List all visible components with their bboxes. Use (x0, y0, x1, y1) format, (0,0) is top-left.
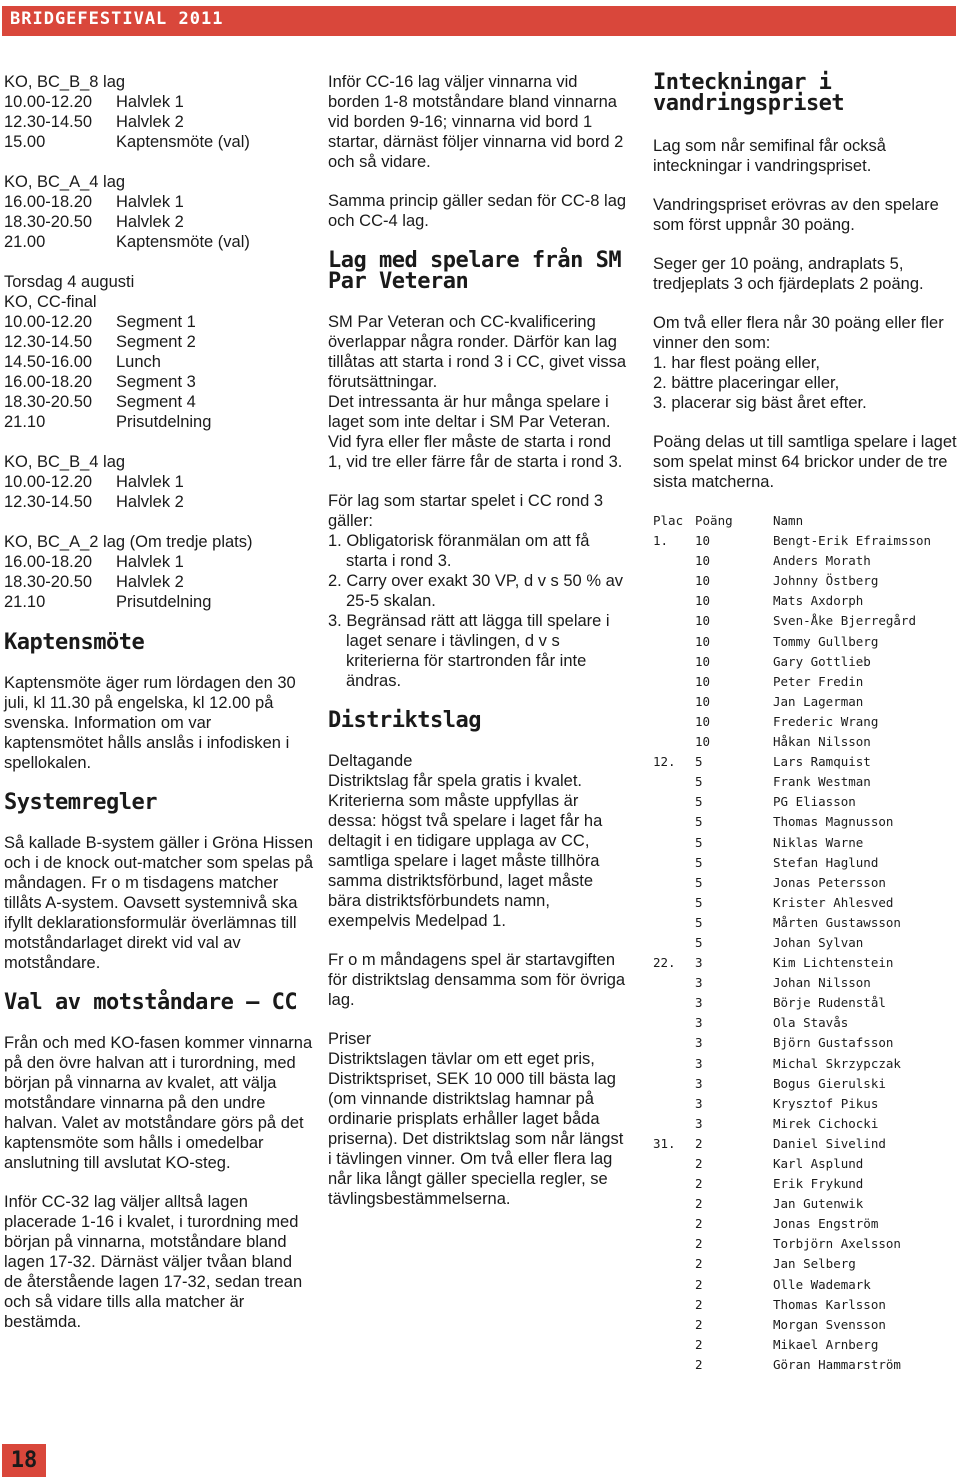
cell-poang: 5 (695, 934, 703, 950)
table-row (653, 1234, 958, 1254)
table-row (653, 1033, 958, 1053)
cell-poang: 2 (695, 1216, 703, 1232)
cell-poang: 3 (695, 1095, 703, 1111)
table-row (653, 1074, 958, 1094)
schedule-time: 12.30-14.50 (4, 333, 93, 351)
table-row (653, 833, 958, 853)
cell-namn: Johan Sylvan (773, 934, 864, 950)
schedule-row (4, 312, 314, 332)
table-row (653, 1194, 958, 1214)
cell-namn: Johnny Östberg (773, 573, 879, 589)
schedule-event: Halvlek 1 (116, 553, 184, 571)
cc-rond3-list (328, 531, 628, 691)
schedule-row (4, 232, 314, 252)
cell-namn: Niklas Warne (773, 834, 864, 850)
table-header (653, 511, 958, 531)
schedule-row (4, 112, 314, 132)
cell-namn: Frank Westman (773, 774, 871, 790)
table-row (653, 632, 958, 652)
table-row (653, 652, 958, 672)
cell-namn: Erik Frykund (773, 1176, 864, 1192)
cell-plac (653, 1254, 695, 1274)
cell-plac (653, 1355, 695, 1375)
schedule-event: Segment 2 (116, 333, 196, 351)
cell-namn: Göran Hammarström (773, 1356, 901, 1372)
cell-plac (653, 1013, 695, 1033)
sm-text-1: SM Par Veteran och CC-kvalificering överlappar några ronder. Därför kan lag tillåtas att starta i rond 3 i CC, givet vissa förutsättningar. (328, 313, 627, 391)
cell-poang: 5 (695, 894, 703, 910)
cc-rond3-intro: För lag som startar spelet i CC rond 3 gäller: (328, 492, 604, 530)
cell-plac (653, 591, 695, 611)
list-item: 1. Obligatorisk föranmälan om att få starta i rond 3. (328, 532, 590, 570)
cell-plac (653, 652, 695, 672)
priser-text: Distriktslagen tävlar om ett eget pris, Distriktspriset, SEK 10 000 till bästa lag (om vinnande distriktslag hamnar på ordinarie prisplats erhåller laget båda priserna). Det distriktslag som når längst i tävlingen vinner. Om två eller flera lag når lika långt gäller speciella regler, se tävlingsbestämmelserna. (328, 1050, 624, 1208)
cell-poang: 3 (695, 955, 703, 971)
schedule-event: Halvlek 1 (116, 93, 184, 111)
schedule-row (4, 552, 314, 572)
table-row (653, 1214, 958, 1234)
schedule-row (4, 212, 314, 232)
table-row (653, 913, 958, 933)
cell-poang: 5 (695, 794, 703, 810)
schedule-time: 21.10 (4, 413, 46, 431)
cell-namn: Gary Gottlieb (773, 653, 871, 669)
table-row (653, 993, 958, 1013)
table-row (653, 591, 958, 611)
table-row (653, 1254, 958, 1274)
schedule-event: Halvlek 2 (116, 113, 184, 131)
cell-namn: Torbjörn Axelsson (773, 1236, 901, 1252)
cell-namn: Jan Gutenwik (773, 1196, 864, 1212)
cell-plac (653, 1275, 695, 1295)
table-row (653, 571, 958, 591)
column-middle (328, 72, 628, 1228)
cell-plac: 22. (653, 955, 676, 971)
cell-plac (653, 933, 695, 953)
cc16-text: Inför CC-16 lag väljer vinnarna vid borden 1-8 motståndare bland vinnarna vid borden 9-16; vinnarna vid bord 1 startar, därnäst följer vinnarna vid bord 2 och så vidare. (328, 73, 624, 171)
schedule-row (4, 572, 314, 592)
schedule-time: 16.00-18.20 (4, 373, 93, 391)
cell-namn: Bengt-Erik Efraimsson (773, 533, 932, 549)
table-row (653, 611, 958, 631)
table-row (653, 551, 958, 571)
schedule-row (4, 592, 314, 612)
table-row (653, 752, 958, 772)
schedule-block (4, 72, 314, 152)
schedule-row (4, 392, 314, 412)
cell-plac: 31. (653, 1135, 676, 1151)
schedule-row (4, 332, 314, 352)
schedule-title: Torsdag 4 augusti (4, 273, 135, 291)
schedule-time: 12.30-14.50 (4, 113, 93, 131)
cell-namn: Jonas Petersson (773, 874, 886, 890)
cell-poang: 2 (695, 1196, 703, 1212)
schedule-row (4, 192, 314, 212)
table-row (653, 1275, 958, 1295)
cell-plac (653, 732, 695, 752)
cell-poang: 5 (695, 874, 703, 890)
cell-plac (653, 873, 695, 893)
val-heading: Val av motståndare – CC (4, 990, 298, 1015)
cell-namn: Mats Axdorph (773, 593, 864, 609)
cell-plac (653, 1074, 695, 1094)
schedule-time: 12.30-14.50 (4, 493, 93, 511)
schedule-time: 15.00 (4, 133, 46, 151)
table-row (653, 531, 958, 551)
schedule-event: Kaptensmöte (val) (116, 133, 250, 151)
cell-plac (653, 1114, 695, 1134)
schedule-row (4, 412, 314, 432)
cell-poang: 10 (695, 633, 711, 649)
vandringspris-text-1: Lag som når semifinal får också inteckningar i vandringspriset. (653, 137, 886, 175)
cell-poang: 2 (695, 1135, 703, 1151)
deltagande-subheading: Deltagande (328, 752, 413, 770)
table-row (653, 772, 958, 792)
cell-namn: Jonas Engström (773, 1216, 879, 1232)
schedule-event: Kaptensmöte (val) (116, 233, 250, 251)
cell-namn: Bogus Gierulski (773, 1075, 886, 1091)
schedule-row (4, 92, 314, 112)
cell-namn: Peter Fredin (773, 673, 864, 689)
cell-poang: 3 (695, 1035, 703, 1051)
schedule-event: Prisutdelning (116, 593, 212, 611)
schedule-title: KO, BC_A_2 lag (Om tredje plats) (4, 533, 253, 551)
schedule-title: KO, BC_B_4 lag (4, 453, 126, 471)
systemregler-heading: Systemregler (4, 790, 157, 815)
cell-poang: 3 (695, 995, 703, 1011)
cell-plac (653, 1094, 695, 1114)
page-number: 18 (2, 1444, 46, 1477)
cell-poang: 10 (695, 553, 711, 569)
schedule-time: 18.30-20.50 (4, 213, 93, 231)
cell-plac (653, 672, 695, 692)
list-item: 3. placerar sig bäst året efter. (653, 394, 867, 412)
cell-namn: Tommy Gullberg (773, 633, 879, 649)
schedule-time: 10.00-12.20 (4, 93, 93, 111)
schedule-event: Halvlek 2 (116, 213, 184, 231)
vandringspris-text-5: Poäng delas ut till samtliga spelare i laget som spelat minst 64 brickor under de tre sista matcherna. (653, 433, 957, 491)
schedule-event: Halvlek 2 (116, 573, 184, 591)
table-row (653, 1335, 958, 1355)
cell-plac (653, 1194, 695, 1214)
table-row (653, 1315, 958, 1335)
cell-poang: 5 (695, 814, 703, 830)
schedule-block (4, 532, 314, 612)
cell-namn: PG Eliasson (773, 794, 856, 810)
systemregler-text: Så kallade B-system gäller i Gröna Hissen och i de knock out-matcher som spelas på måndagen. Fr o m tisdagens matcher tillåts A-system. Oavsett systemnivå ska ifyllt deklarationsformulär överlämnas till motståndarlaget direkt vid val av motståndare. (4, 834, 314, 972)
schedule-title: KO, BC_A_4 lag (4, 173, 126, 191)
cell-namn: Kim Lichtenstein (773, 955, 894, 971)
col-header-poang: Poäng (695, 513, 733, 528)
cell-plac (653, 551, 695, 571)
cell-plac: 1. (653, 533, 669, 549)
cell-namn: Börje Rudenstål (773, 995, 886, 1011)
cell-namn: Karl Asplund (773, 1156, 864, 1171)
table-row (653, 1295, 958, 1315)
cell-namn: Morgan Svensson (773, 1316, 886, 1332)
cell-plac (653, 792, 695, 812)
col-header-namn: Namn (773, 513, 804, 528)
cell-poang: 10 (695, 713, 711, 729)
cell-poang: 2 (695, 1296, 703, 1312)
cell-plac (653, 1335, 695, 1355)
cell-namn: Sven-Åke Bjerregård (773, 613, 916, 629)
schedule-time: 18.30-20.50 (4, 393, 93, 411)
cell-poang: 10 (695, 533, 711, 549)
table-row (653, 1054, 958, 1074)
schedule-block (4, 452, 314, 512)
table-row (653, 732, 958, 752)
cell-namn: Lars Ramquist (773, 754, 871, 770)
cell-plac (653, 1234, 695, 1254)
list-item: 2. Carry over exakt 30 VP, d v s 50 % av 25-5 skalan. (328, 572, 624, 610)
cell-plac (653, 833, 695, 853)
cell-poang: 10 (695, 653, 711, 669)
startavgift-text: Fr o m måndagens spel är startavgiften för distriktslag densamma som för övriga lag. (328, 951, 626, 1009)
table-row (653, 1094, 958, 1114)
deltagande-text: Distriktslag får spela gratis i kvalet. Kriterierna som måste uppfyllas är dessa: högst två spelare i laget får ha deltagit i en tidigare upplaga av CC, samtliga spelare i laget måste tillhöra samma distriktsförbund, laget måste bära distriktsförbundets namn, exempelvis Medelpad 1. (328, 772, 603, 930)
cell-plac (653, 611, 695, 631)
cell-poang: 2 (695, 1176, 703, 1192)
kaptensmote-heading: Kaptensmöte (4, 630, 145, 655)
cell-namn: Mikael Arnberg (773, 1336, 879, 1352)
cell-namn: Daniel Sivelind (773, 1135, 886, 1151)
schedule-event: Prisutdelning (116, 413, 212, 431)
cell-poang: 10 (695, 673, 711, 689)
cell-namn: Ola Stavås (773, 1015, 849, 1031)
cell-poang: 10 (695, 693, 711, 709)
cell-plac (653, 1054, 695, 1074)
cell-poang: 10 (695, 613, 711, 629)
distriktslag-heading: Distriktslag (328, 708, 481, 733)
sm-heading: Lag med spelare från SM Par Veteran (328, 248, 622, 294)
cell-plac: 12. (653, 754, 676, 770)
tiebreak-list (653, 353, 958, 413)
column-right (653, 72, 958, 1375)
vandringspris-text-2: Vandringspriset erövras av den spelare som först uppnår 30 poäng. (653, 196, 939, 234)
cell-namn: Mirek Cichocki (773, 1115, 879, 1131)
schedule-row (4, 352, 314, 372)
schedule-time: 16.00-18.20 (4, 553, 93, 571)
cell-namn: Björn Gustafsson (773, 1035, 894, 1051)
cell-plac (653, 632, 695, 652)
cell-poang: 2 (695, 1316, 703, 1332)
schedule-time: 10.00-12.20 (4, 313, 93, 331)
schedule-title: KO, BC_B_8 lag (4, 73, 126, 91)
cell-poang: 5 (695, 834, 703, 850)
cell-poang: 2 (695, 1236, 703, 1252)
schedule-time: 10.00-12.20 (4, 473, 93, 491)
sm-text-2: Det intressanta är hur många spelare i laget som inte deltar i SM Par Veteran. Vid fyra eller fler måste de starta i rond 1, vid tre eller färre får de starta i rond 3. (328, 393, 623, 471)
cell-namn: Stefan Haglund (773, 854, 879, 870)
table-row (653, 692, 958, 712)
table-row (653, 933, 958, 953)
table-row (653, 1134, 958, 1154)
cell-namn: Michal Skrzypczak (773, 1055, 901, 1071)
cell-plac (653, 1295, 695, 1315)
table-row (653, 973, 958, 993)
schedule-event: Segment 3 (116, 373, 196, 391)
cell-poang: 3 (695, 975, 703, 991)
cell-poang: 2 (695, 1336, 703, 1352)
cell-namn: Johan Nilsson (773, 975, 871, 991)
schedule-row (4, 492, 314, 512)
schedule-time: 21.10 (4, 593, 46, 611)
vandringspris-text-4: Om två eller flera når 30 poäng eller fler vinner den som: (653, 314, 944, 352)
col-header-plac: Plac (653, 513, 684, 528)
cell-plac (653, 893, 695, 913)
cell-poang: 5 (695, 914, 703, 930)
schedule-subtitle: KO, CC-final (4, 293, 97, 311)
val-text-1: Från och med KO-fasen kommer vinnarna på den övre halvan att i turordning, med början på vinnarna av kvalet, att välja motståndare vinnarna på den undre halvan. Valet av motståndare görs på det kaptensmöte som hålls i omedelbar anslutning till avslutat KO-steg. (4, 1034, 313, 1172)
schedule-time: 16.00-18.20 (4, 193, 93, 211)
cell-plac (653, 571, 695, 591)
cell-plac (653, 1033, 695, 1053)
cell-namn: Krysztof Pikus (773, 1095, 879, 1111)
cell-namn: Thomas Karlsson (773, 1296, 886, 1312)
priser-subheading: Priser (328, 1030, 372, 1048)
cell-plac (653, 973, 695, 993)
table-row (653, 893, 958, 913)
cell-namn: Håkan Nilsson (773, 734, 871, 750)
list-item: 3. Begränsad rätt att lägga till spelare i laget senare i tävlingen, d v s kriterierna för startronden får inte ändras. (328, 612, 610, 690)
cell-namn: Olle Wademark (773, 1276, 871, 1292)
cell-poang: 2 (695, 1356, 703, 1372)
val-text-2: Inför CC-32 lag väljer alltså lagen placerade 1-16 i kvalet, i turordning med början på vinnarna, motståndare bland lagen 17-32. Därnäst väljer tvåan bland de återstående lagen 17-32, sedan trean och så vidare tills alla matcher är bestämda. (4, 1193, 303, 1331)
table-row (653, 1013, 958, 1033)
header-bar (2, 6, 956, 36)
vandringspris-heading: Inteckningar i vandringspriset (653, 70, 845, 116)
schedule-time: 14.50-16.00 (4, 353, 93, 371)
schedule-block (4, 172, 314, 252)
table-row (653, 853, 958, 873)
cell-plac (653, 812, 695, 832)
schedule-event: Halvlek 1 (116, 193, 184, 211)
cell-poang: 3 (695, 1015, 703, 1031)
schedule-row (4, 132, 314, 152)
cell-namn: Krister Ahlesved (773, 894, 894, 910)
cell-namn: Thomas Magnusson (773, 814, 894, 830)
cell-plac (653, 772, 695, 792)
cell-poang: 5 (695, 774, 703, 790)
cell-namn: Jan Selberg (773, 1256, 856, 1272)
schedule-event: Lunch (116, 353, 161, 371)
schedule-block (4, 272, 314, 432)
schedule-list (4, 72, 314, 612)
cell-poang: 5 (695, 854, 703, 870)
cell-plac (653, 1214, 695, 1234)
table-row (653, 1114, 958, 1134)
table-row (653, 1154, 958, 1174)
cc8-text: Samma princip gäller sedan för CC-8 lag och CC-4 lag. (328, 192, 627, 230)
cell-namn: Jan Lagerman (773, 693, 864, 709)
cell-poang: 10 (695, 573, 711, 589)
cell-plac (653, 993, 695, 1013)
table-row (653, 873, 958, 893)
table-row (653, 792, 958, 812)
cell-plac (653, 1174, 695, 1194)
cell-plac (653, 1315, 695, 1335)
cell-poang: 2 (695, 1256, 703, 1272)
schedule-time: 21.00 (4, 233, 46, 251)
cell-namn: Mårten Gustawsson (773, 914, 901, 930)
cell-plac (653, 853, 695, 873)
points-table (653, 511, 958, 1375)
schedule-row (4, 472, 314, 492)
cell-plac (653, 712, 695, 732)
header-title: BRIDGEFESTIVAL 2011 (10, 9, 224, 29)
schedule-event: Segment 1 (116, 313, 196, 331)
kaptensmote-text: Kaptensmöte äger rum lördagen den 30 juli, kl 11.30 på engelska, kl 12.00 på svenska. Information om var kaptensmötet hålls anslås i infodisken i spellokalen. (4, 674, 296, 772)
list-item: 1. har flest poäng eller, (653, 354, 820, 372)
cell-poang: 2 (695, 1276, 703, 1292)
cell-plac (653, 1154, 695, 1174)
cell-poang: 3 (695, 1115, 703, 1131)
cell-namn: Frederic Wrang (773, 713, 879, 729)
cell-plac (653, 692, 695, 712)
table-row (653, 953, 958, 973)
cell-namn: Anders Morath (773, 553, 871, 569)
column-left (4, 72, 314, 1351)
cell-poang: 10 (695, 593, 711, 609)
schedule-event: Segment 4 (116, 393, 196, 411)
schedule-event: Halvlek 2 (116, 493, 184, 511)
schedule-time: 18.30-20.50 (4, 573, 93, 591)
table-row (653, 1355, 958, 1375)
table-row (653, 1174, 958, 1194)
schedule-row (4, 372, 314, 392)
cell-poang: 3 (695, 1055, 703, 1071)
vandringspris-text-3: Seger ger 10 poäng, andraplats 5, tredjeplats 3 och fjärdeplats 2 poäng. (653, 255, 924, 293)
table-row (653, 812, 958, 832)
schedule-event: Halvlek 1 (116, 473, 184, 491)
cell-plac (653, 913, 695, 933)
cell-poang: 2 (695, 1156, 703, 1171)
cell-poang: 10 (695, 734, 711, 750)
table-row (653, 672, 958, 692)
cell-poang: 3 (695, 1075, 703, 1091)
list-item: 2. bättre placeringar eller, (653, 374, 840, 392)
cell-poang: 5 (695, 754, 703, 770)
table-row (653, 712, 958, 732)
